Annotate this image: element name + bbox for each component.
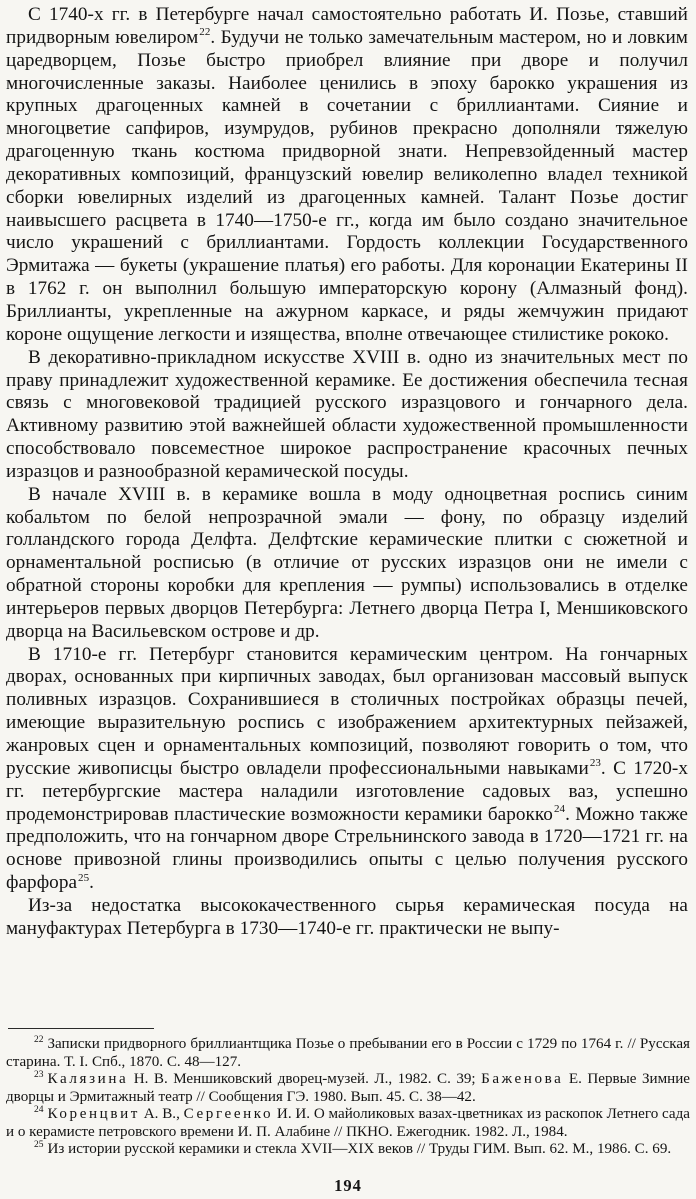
paragraph-text: В декоративно-прикладном искусстве XVIII в. одно из значительных мест по праву принадлежит художественной керамике. Ее достижения обеспечила тесная связь с многовековой традицией русского изразцового и гончарного дела. Активному развитию этой важнейшей области художественной промышленности способствовало повсеместное широкое распространение красочных печных изразцов и разнообразной керамической посуды. xyxy=(6,346,688,482)
paragraph-text: . xyxy=(89,872,94,894)
footnote-number: 24 xyxy=(34,1104,44,1115)
author-name: Калязина xyxy=(47,1071,129,1087)
footnote-reference: 23 xyxy=(589,757,601,770)
footnote-reference: 22 xyxy=(199,26,211,39)
footnote xyxy=(6,1036,690,1071)
footnote-number: 22 xyxy=(34,1034,44,1045)
footnote-reference: 25 xyxy=(78,871,90,884)
footnote xyxy=(6,1071,690,1106)
footnote-separator xyxy=(8,1028,154,1029)
footnote-text: А. В., xyxy=(139,1106,184,1122)
paragraph xyxy=(6,895,688,941)
page-number: 194 xyxy=(334,1176,362,1195)
paragraph xyxy=(6,484,688,644)
footnote-reference: 24 xyxy=(553,803,566,816)
author-name: Сергеенко xyxy=(183,1106,274,1122)
footnote-text: Е. Первые Зимние дворцы и Эрмитажный театр // Сообщения ГЭ. 1980. Вып. 45. С. 38—42. xyxy=(6,1071,690,1105)
paragraph-text: . С 1720-х гг. петербургские мастера наладили изготовление садовых ваз, успешно продемонстрировав пластические возможности керамики барокко xyxy=(6,757,688,825)
footnotes xyxy=(6,1036,690,1159)
main-text xyxy=(6,4,688,941)
footnote xyxy=(6,1106,690,1141)
paragraph-text: . Можно также предположить, что на гончарном дворе Стрельнинского завода в 1720—1721 гг. на основе привозной глины производились опыты с целью получения русского фарфора xyxy=(6,803,688,894)
footnote-text: Из истории русской керамики и стекла XVII—XIX веков // Труды ГИМ. Вып. 62. М., 1986. С. 69. xyxy=(47,1141,672,1157)
footnote-number: 25 xyxy=(34,1139,44,1150)
author-name: Баженова xyxy=(481,1071,564,1087)
paragraph xyxy=(6,644,688,895)
paragraph xyxy=(6,4,688,347)
paragraph-text: В начале XVIII в. в керамике вошла в моду одноцветная роспись синим кобальтом по белой непрозрачной эмали — фону, по образцу изделий голландского города Делфта. Делфтские керамические плитки с сюжетной и орнаментальной росписью (в отличие от русских изразцов они не имели с обратной стороны коробки для крепления — румпы) использовались в отделке интерьеров первых дворцов Петербурга: Летнего дворца Петра I, Меншиковского дворца на Васильевском острове и др. xyxy=(6,483,688,642)
footnote-text: Н. В. Меншиковский дворец-музей. Л., 1982. С. 39; xyxy=(128,1071,482,1087)
footnote xyxy=(6,1141,690,1159)
paragraph-text: . Будучи не только замечательным мастером, но и ловким царедворцем, Позье быстро приобрел влияние при дворе и получил многочисленные заказы. Наиболее ценились в эпоху барокко украшения из крупных драгоценных камней в сочетании с бриллиантами. Сияние и многоцветие сапфиров, изумрудов, рубинов прекрасно дополняли тяжелую драгоценную ткань костюма придворной знати. Непревзойденный мастер декоративных композиций, французский ювелир великолепно владел техникой сборки ювелирных изделий из драгоценных камней. Талант Позье достиг наивысшего расцвета в 1740—1750-е гг., когда им было создано значительное число украшений с бриллиантами. Гордость коллекции Государственного Эрмитажа — букеты (украшение платья) его работы. Для коронации Екатерины II в 1762 г. он выполнил большую императорскую корону (Алмазный фонд). Бриллианты, укрепленные на ажурном каркасе, и ряды жемчужин придают короне ощущение легкости и изящества, вполне отвечающее стилистике рококо. xyxy=(6,26,688,345)
footnote-text: Записки придворного бриллиантщика Позье о пребывании его в России с 1729 по 1764 г. // Русская старина. Т. I. Спб., 1870. С. 48—127. xyxy=(6,1036,690,1070)
paragraph xyxy=(6,347,688,484)
footnote-number: 23 xyxy=(34,1069,44,1080)
author-name: Коренцвит xyxy=(47,1106,140,1122)
paragraph-text: В 1710-е гг. Петербург становится керамическим центром. На гончарных дворах, основанных при кирпичных заводах, был организован массовый выпуск поливных изразцов. Сохранившиеся в столичных постройках образцы печей, имеющие выразительную роспись с изображением архитектурных пейзажей, жанровых сцен и орнаментальных композиций, позволяют говорить о том, что русские живописцы быстро овладели профессиональными навыками xyxy=(6,643,688,779)
paragraph-text: Из-за недостатка высококачественного сырья керамическая посуда на мануфактурах Петербурга в 1730—1740-е гг. практически не выпу- xyxy=(6,894,688,939)
paragraph-text: С 1740-х гг. в Петербурге начал самостоятельно работать И. Позье, ставший придворным ювелиром xyxy=(6,4,688,48)
footnote-text: И. И. О майоликовых вазах-цветниках из раскопок Летнего сада и о керамисте петровского времени И. П. Алабине // ПКНО. Ежегодник. 1982. Л., 1984. xyxy=(6,1106,690,1140)
